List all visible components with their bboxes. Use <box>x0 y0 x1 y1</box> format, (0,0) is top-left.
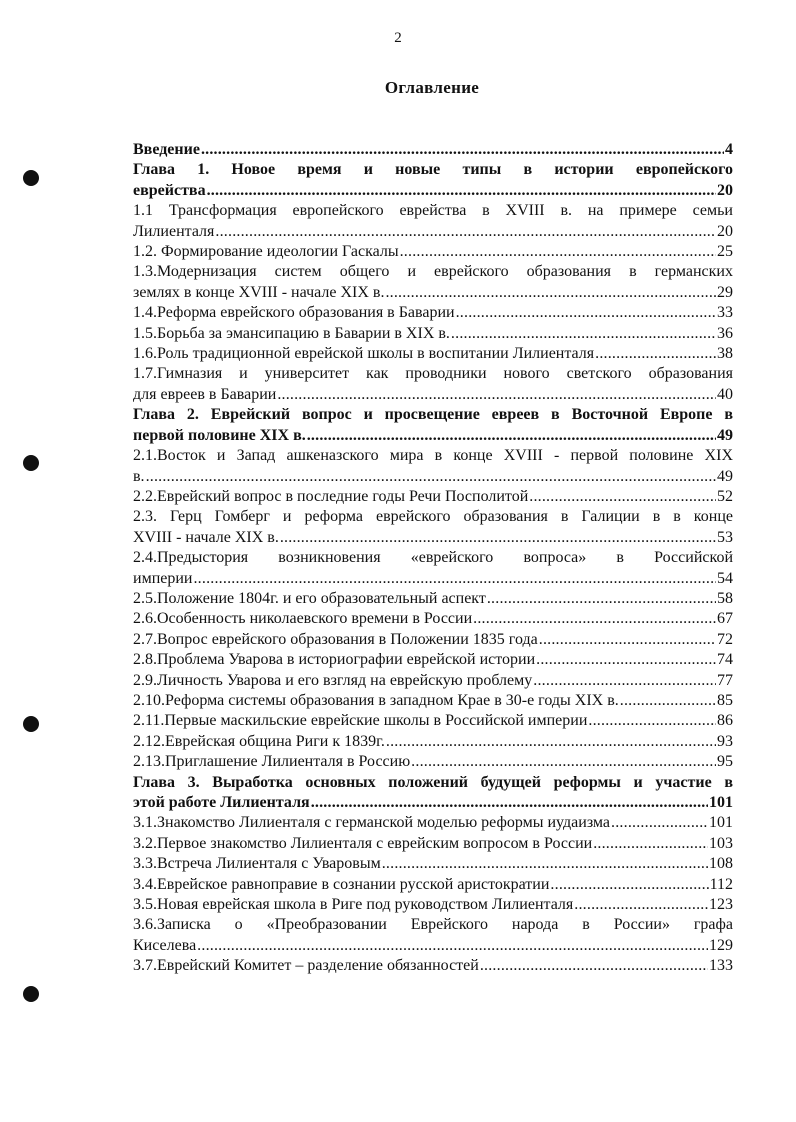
toc-entry-last-line <box>133 793 733 813</box>
toc-entry-last-line <box>133 467 733 487</box>
dot-leader <box>595 344 716 364</box>
toc-entry <box>133 834 733 854</box>
toc-page-number: 54 <box>717 569 733 587</box>
toc-entry-last-line <box>133 303 733 323</box>
toc-entry-title: этой работе Лилиенталя <box>133 794 310 811</box>
toc-entry-last-line <box>133 528 733 548</box>
toc-entry-title: Введение <box>133 141 200 158</box>
dot-leader <box>207 181 716 201</box>
dot-leader <box>456 303 716 323</box>
dot-leader <box>593 834 708 854</box>
toc-entry-title: 3.3.Встреча Лилиенталя с Уваровым <box>133 855 381 873</box>
toc-entry-last-line <box>133 589 733 609</box>
toc-entry-last-line <box>133 711 733 731</box>
toc-entry <box>133 854 733 874</box>
toc-page-number: 108 <box>709 855 733 873</box>
toc-page-number: 74 <box>717 651 733 669</box>
toc-page-number: 49 <box>717 426 733 444</box>
toc-page-number: 29 <box>717 283 733 301</box>
toc-entry-last-line <box>133 426 733 446</box>
toc-entry <box>133 773 733 814</box>
toc-page-number: 95 <box>717 753 733 771</box>
toc-entry <box>133 303 733 323</box>
toc-entry-last-line <box>133 691 733 711</box>
toc-page-number: 25 <box>717 243 733 261</box>
toc-entry-last-line <box>133 324 733 344</box>
toc-page-number: 4 <box>725 141 733 158</box>
toc-entry <box>133 446 733 487</box>
binder-hole-mark <box>23 455 39 471</box>
toc-entry <box>133 487 733 507</box>
toc-entry-last-line <box>133 956 733 976</box>
toc-page-number: 93 <box>717 732 733 750</box>
dot-leader <box>473 609 716 629</box>
toc-entry <box>133 344 733 364</box>
toc-entry <box>133 405 733 446</box>
toc-page-number: 49 <box>717 467 733 485</box>
toc-entry-last-line <box>133 344 733 364</box>
toc-entry <box>133 671 733 691</box>
toc-entry-title: 3.1.Знакомство Лилиенталя с германской моделью реформы иудаизма <box>133 814 611 832</box>
toc-entry-last-line <box>133 569 733 589</box>
toc-page-number: 67 <box>717 610 733 628</box>
toc-entry <box>133 140 733 160</box>
toc-entry-title: империи <box>133 569 193 587</box>
dot-leader <box>307 426 716 446</box>
binder-hole-mark <box>23 986 39 1002</box>
toc-page-number: 58 <box>717 589 733 607</box>
dot-leader <box>277 385 716 405</box>
toc-entry <box>133 895 733 915</box>
toc-entry-title: 2.11.Первые маскильские еврейские школы в Российской империи <box>133 712 588 730</box>
dot-leader <box>451 324 716 344</box>
toc-entry <box>133 691 733 711</box>
toc-entry <box>133 609 733 629</box>
toc-entry-line: 1.1 Трансформация европейского еврейства в XVIII в. на примере семьи <box>133 202 733 220</box>
dot-leader <box>539 630 716 650</box>
binder-hole-mark <box>23 716 39 732</box>
toc-entry <box>133 324 733 344</box>
toc-entry <box>133 364 733 405</box>
dot-leader <box>487 589 716 609</box>
toc-page-number: 53 <box>717 528 733 546</box>
dot-leader <box>574 895 708 915</box>
toc-entry-last-line <box>133 140 733 160</box>
dot-leader <box>215 222 716 242</box>
toc-page-number: 101 <box>709 814 733 832</box>
toc-page-number: 36 <box>717 324 733 342</box>
dot-leader <box>280 528 716 548</box>
toc-page-number: 133 <box>709 957 733 975</box>
dot-leader <box>193 569 716 589</box>
toc-entry-last-line <box>133 630 733 650</box>
toc-entry-title: 2.8.Проблема Уварова в историографии еврейской истории <box>133 651 536 669</box>
toc-entry-last-line <box>133 752 733 772</box>
toc-entry <box>133 956 733 976</box>
toc-entry <box>133 201 733 242</box>
dot-leader <box>197 936 708 956</box>
toc-entry-title: 2.12.Еврейская община Риги к 1839г. <box>133 732 385 750</box>
dot-leader <box>386 732 716 752</box>
toc-page-number: 112 <box>709 875 733 893</box>
toc-entry-title: Лилиенталя <box>133 222 215 240</box>
dot-leader <box>550 875 708 895</box>
toc-entry <box>133 813 733 833</box>
binder-hole-mark <box>23 170 39 186</box>
toc-entry <box>133 507 733 548</box>
dot-leader <box>529 487 716 507</box>
dot-leader <box>611 813 708 833</box>
toc-page-number: 86 <box>717 712 733 730</box>
toc-entry-title: 1.5.Борьба за эмансипацию в Баварии в XIX в. <box>133 324 450 342</box>
toc-entry-line: 1.7.Гимназия и университет как проводники нового светского образования <box>133 365 733 383</box>
toc-entry-last-line <box>133 222 733 242</box>
toc-entry-line: 3.6.Записка о «Преобразовании Еврейского народа в России» графа <box>133 916 733 934</box>
toc-entry <box>133 160 733 201</box>
toc-page-number: 20 <box>717 181 733 199</box>
toc-entry-title: 2.6.Особенность николаевского времени в России <box>133 610 473 628</box>
toc-entry-title: 2.2.Еврейский вопрос в последние годы Речи Посполитой <box>133 487 529 505</box>
toc-entry-line: 1.3.Модернизация систем общего и еврейского образования в германских <box>133 263 733 281</box>
toc-entry-title: еврейства <box>133 181 206 199</box>
toc-entry-line: 2.3. Герц Гомберг и реформа еврейского образования в Галиции в в конце <box>133 508 733 526</box>
toc-page-number: 103 <box>709 834 733 852</box>
toc-entry-title: землях в конце XVIII - начале XIX в. <box>133 283 385 301</box>
toc-entry-title: 1.4.Реформа еврейского образования в Баварии <box>133 304 455 322</box>
toc-entry-title: 2.5.Положение 1804г. и его образовательный аспект <box>133 589 486 607</box>
page-number: 2 <box>394 30 402 46</box>
toc-entry-last-line <box>133 671 733 691</box>
toc-entry-last-line <box>133 732 733 752</box>
toc-entry-last-line <box>133 242 733 262</box>
toc-entry <box>133 650 733 670</box>
toc-entry-last-line <box>133 936 733 956</box>
toc-entry-last-line <box>133 609 733 629</box>
dot-leader <box>382 854 708 874</box>
toc-entry <box>133 732 733 752</box>
toc-entry <box>133 915 733 956</box>
toc-entry-title: первой половине XIX в. <box>133 426 306 444</box>
toc-entry <box>133 630 733 650</box>
toc-entry-title: 2.13.Приглашение Лилиенталя в Россию <box>133 753 411 771</box>
toc-page-number: 20 <box>717 222 733 240</box>
toc-entry-title: для евреев в Баварии <box>133 385 277 403</box>
toc-page-number: 38 <box>717 345 733 363</box>
dot-leader <box>400 242 716 262</box>
toc-entry <box>133 262 733 303</box>
table-of-contents <box>133 140 733 977</box>
toc-page-number: 52 <box>717 487 733 505</box>
toc-page-number: 85 <box>717 691 733 709</box>
dot-leader <box>201 140 724 160</box>
toc-entry-last-line <box>133 895 733 915</box>
dot-leader <box>620 691 716 711</box>
toc-entry-line: Глава 2. Еврейский вопрос и просвещение евреев в Восточной Европе в <box>133 406 733 424</box>
dot-leader <box>311 793 708 813</box>
toc-entry-line: 2.1.Восток и Запад ашкеназского мира в конце XVIII - первой половине XIX <box>133 447 733 465</box>
toc-entry <box>133 752 733 772</box>
toc-entry-title: 1.6.Роль традиционной еврейской школы в воспитании Лилиенталя <box>133 345 595 363</box>
toc-entry-last-line <box>133 834 733 854</box>
dot-leader <box>480 956 708 976</box>
toc-page-number: 33 <box>717 304 733 322</box>
toc-page-number: 101 <box>709 794 733 811</box>
toc-entry <box>133 711 733 731</box>
toc-entry-line: Глава 3. Выработка основных положений будущей реформы и участие в <box>133 773 733 791</box>
toc-page-number: 77 <box>717 671 733 689</box>
toc-entry-title: 2.9.Личность Уварова и его взгляд на еврейскую проблему <box>133 671 533 689</box>
toc-entry-line: 2.4.Предыстория возникновения «еврейского вопроса» в Российской <box>133 549 733 567</box>
toc-entry-last-line <box>133 283 733 303</box>
toc-entry-last-line <box>133 650 733 670</box>
dot-leader <box>588 711 716 731</box>
toc-entry <box>133 242 733 262</box>
toc-entry-title: 3.7.Еврейский Комитет – разделение обязанностей <box>133 957 479 975</box>
toc-entry <box>133 548 733 589</box>
toc-page-number: 129 <box>709 936 733 954</box>
dot-leader <box>146 467 716 487</box>
toc-entry-title: 3.5.Новая еврейская школа в Риге под руководством Лилиенталя <box>133 896 574 914</box>
dot-leader <box>411 752 716 772</box>
dot-leader <box>536 650 716 670</box>
toc-entry-line: Глава 1. Новое время и новые типы в истории европейского <box>133 161 733 179</box>
toc-entry-last-line <box>133 813 733 833</box>
toc-entry-title: 2.10.Реформа системы образования в западном Крае в 30-е годы XIX в. <box>133 691 619 709</box>
toc-page-number: 40 <box>717 385 733 403</box>
toc-entry <box>133 875 733 895</box>
toc-page-number: 72 <box>717 630 733 648</box>
page-title: Оглавление <box>384 78 480 97</box>
toc-entry-title: 3.2.Первое знакомство Лилиенталя с еврейским вопросом в России <box>133 834 593 852</box>
toc-entry-last-line <box>133 875 733 895</box>
toc-entry-last-line <box>133 487 733 507</box>
toc-entry-title: 3.4.Еврейское равноправие в сознании русской аристократии <box>133 875 550 893</box>
toc-entry-last-line <box>133 181 733 201</box>
toc-entry-title: в. <box>133 467 145 485</box>
toc-entry <box>133 589 733 609</box>
toc-page-number: 123 <box>709 896 733 914</box>
toc-entry-title: XVIII - начале XIX в. <box>133 528 279 546</box>
toc-entry-title: 1.2. Формирование идеологии Гаскалы <box>133 243 399 261</box>
toc-entry-last-line <box>133 385 733 405</box>
toc-entry-title: 2.7.Вопрос еврейского образования в Положении 1835 года <box>133 630 538 648</box>
dot-leader <box>533 671 716 691</box>
toc-entry-title: Киселева <box>133 936 197 954</box>
toc-entry-last-line <box>133 854 733 874</box>
dot-leader <box>385 283 716 303</box>
